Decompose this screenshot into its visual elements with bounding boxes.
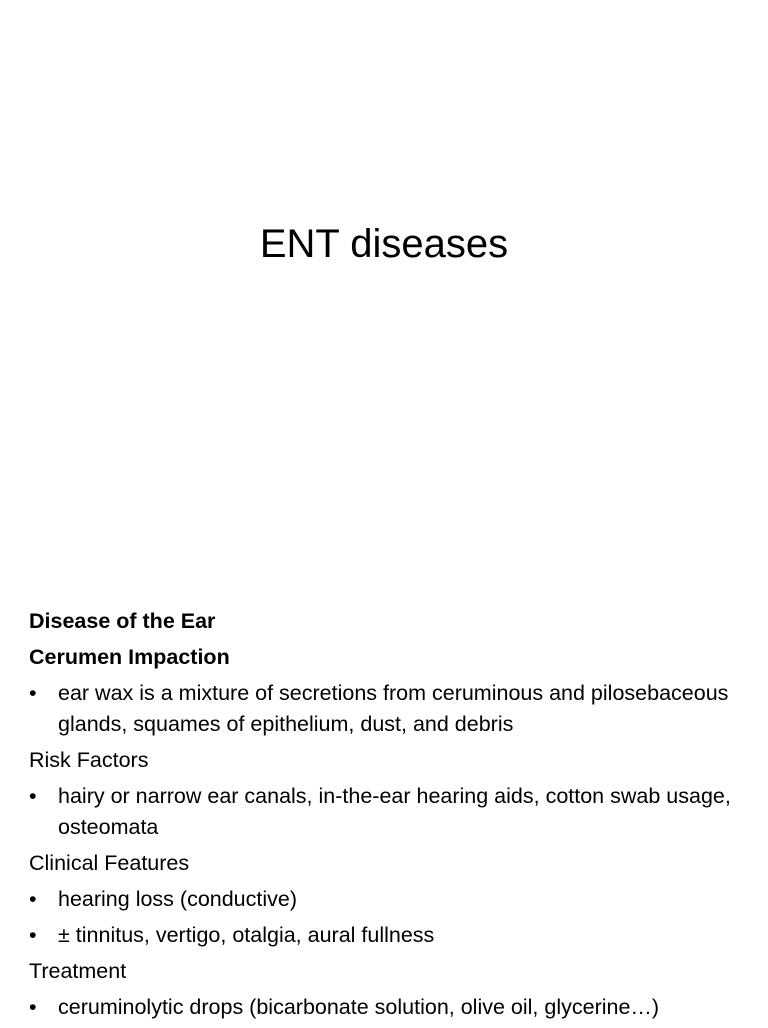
bullet-item [29, 678, 741, 740]
slide-title: ENT diseases [259, 222, 509, 266]
bullet-marker: • [29, 681, 37, 705]
treatment-label: Treatment [29, 959, 127, 983]
bullet-marker: • [29, 887, 37, 911]
clinical-features-label: Clinical Features [29, 851, 190, 875]
bullet-text-description: ear wax is a mixture of secretions from ceruminous and pilosebaceous glands, squames of epithelium, dust, and debris [58, 681, 729, 736]
bullet-text-hearing-loss: hearing loss (conductive) [58, 887, 298, 911]
bullet-text-tinnitus: ± tinnitus, vertigo, otalgia, aural fullness [58, 923, 435, 947]
bullet-marker: • [29, 784, 37, 808]
risk-factors-label: Risk Factors [29, 748, 149, 772]
bullet-marker: • [29, 995, 37, 1019]
subheading: Cerumen Impaction [29, 645, 230, 669]
slide-content [29, 606, 741, 1028]
bullet-text-treatment: ceruminolytic drops (bicarbonate solution, olive oil, glycerine…) [58, 995, 660, 1019]
bullet-item [29, 884, 741, 915]
bullet-item [29, 992, 741, 1023]
bullet-item [29, 781, 741, 843]
bullet-item [29, 920, 741, 951]
bullet-text-risk-factors: hairy or narrow ear canals, in-the-ear hearing aids, cotton swab usage, osteomata [58, 784, 731, 839]
section-heading: Disease of the Ear [29, 609, 216, 633]
bullet-marker: • [29, 923, 37, 947]
